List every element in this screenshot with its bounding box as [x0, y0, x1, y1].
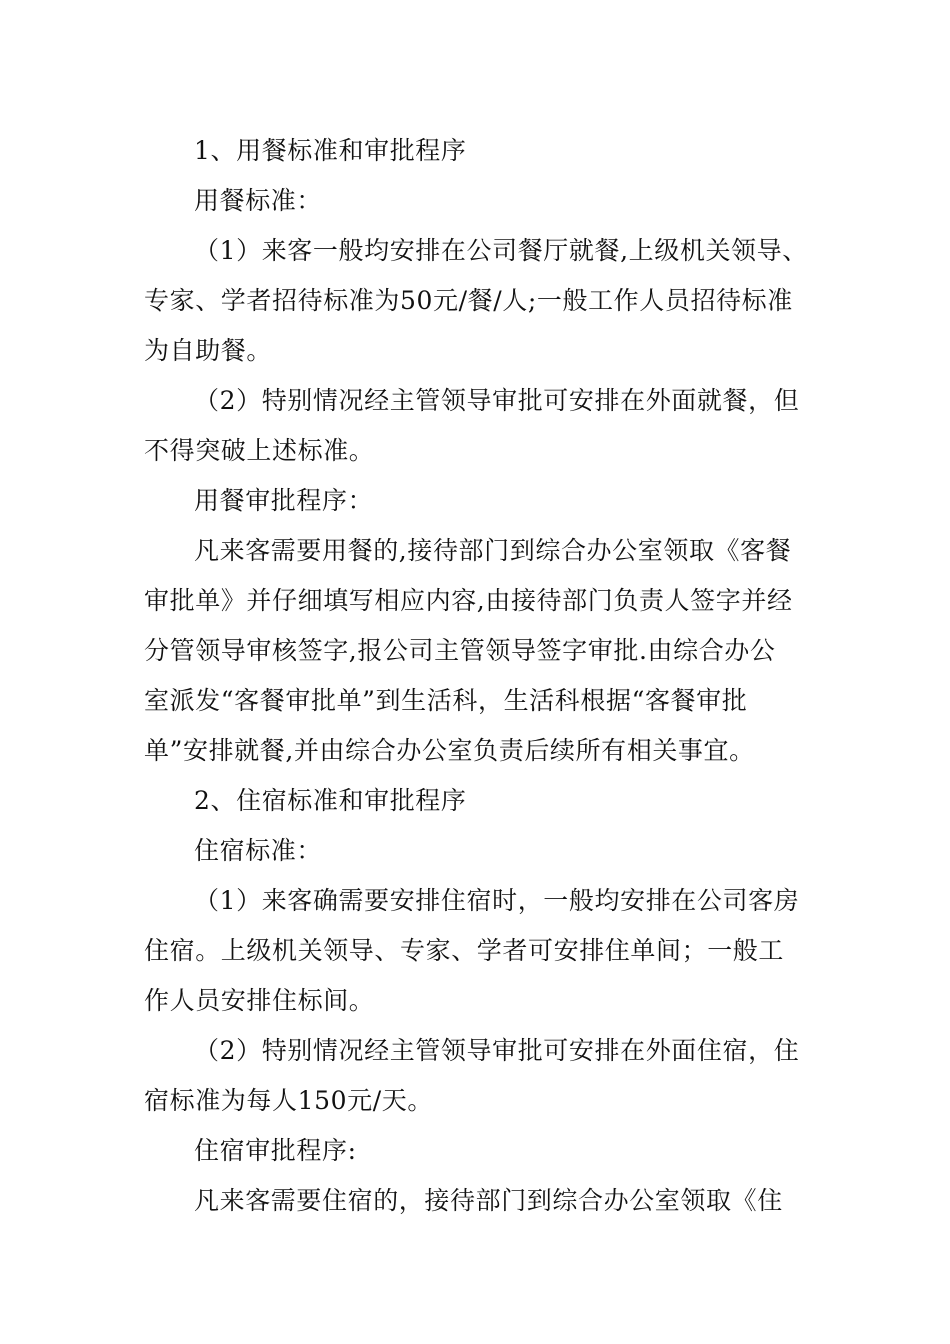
paragraph-line: 住宿。上级机关领导、专家、学者可安排住单间；一般工 [144, 936, 785, 965]
paragraph-line: （1）来客确需要安排住宿时，一般均安排在公司客房 [194, 886, 800, 915]
subheading-dining-approval: 用餐审批程序： [194, 486, 374, 515]
paragraph-line: 作人员安排住标间。 [144, 986, 375, 1015]
subheading-lodging-standard: 住宿标准： [194, 836, 323, 865]
paragraph-line: 凡来客需要住宿的，接待部门到综合办公室领取《住 [194, 1186, 783, 1215]
section-heading-lodging: 2、住宿标准和审批程序 [194, 786, 467, 815]
section-heading-dining: 1、用餐标准和审批程序 [194, 136, 467, 165]
subheading-dining-standard: 用餐标准： [194, 186, 323, 215]
paragraph-line: 室派发“客餐审批单”到生活科，生活科根据“客餐审批 [144, 686, 748, 715]
paragraph-line: （1）来客一般均安排在公司餐厅就餐,上级机关领导、 [194, 236, 808, 265]
paragraph-line: （2）特别情况经主管领导审批可安排在外面住宿，住 [194, 1036, 800, 1065]
paragraph-line: 宿标准为每人150元/天。 [144, 1086, 433, 1115]
paragraph-line: 为自助餐。 [144, 336, 273, 365]
paragraph-line: 专家、学者招待标准为50元/餐/人;一般工作人员招待标准 [144, 286, 793, 315]
paragraph-line: 分管领导审核签字,报公司主管领导签字审批.由综合办公 [144, 636, 776, 665]
paragraph-line: 审批单》并仔细填写相应内容,由接待部门负责人签字并经 [144, 586, 793, 615]
paragraph-line: 不得突破上述标准。 [144, 436, 375, 465]
paragraph-line: 凡来客需要用餐的,接待部门到综合办公室领取《客餐 [194, 536, 792, 565]
paragraph-line: 单”安排就餐,并由综合办公室负责后续所有相关事宜。 [144, 736, 755, 765]
paragraph-line: （2）特别情况经主管领导审批可安排在外面就餐，但 [194, 386, 800, 415]
subheading-lodging-approval: 住宿审批程序: [194, 1136, 357, 1165]
